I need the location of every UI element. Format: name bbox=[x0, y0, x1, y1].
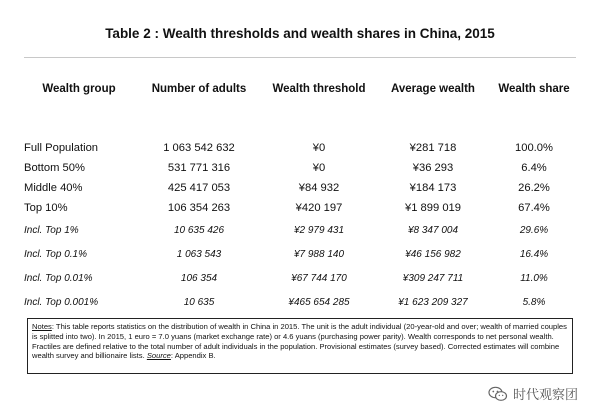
cell-threshold: ¥7 988 140 bbox=[293, 248, 345, 260]
header-number-of-adults: Number of adults bbox=[151, 83, 247, 95]
cell-threshold: ¥465 654 285 bbox=[288, 296, 350, 308]
cell-average: ¥36 293 bbox=[412, 162, 454, 174]
notes-box bbox=[27, 318, 573, 374]
cell-group: Middle 40% bbox=[24, 182, 83, 194]
cell-group: Incl. Top 0.001% bbox=[24, 296, 99, 308]
cell-average: ¥1 623 209 327 bbox=[398, 296, 468, 308]
cell-group: Full Population bbox=[24, 142, 99, 154]
table-row bbox=[20, 290, 580, 314]
cell-share: 11.0% bbox=[520, 272, 548, 284]
cell-average: ¥1 899 019 bbox=[405, 202, 461, 214]
cell-threshold: ¥84 932 bbox=[298, 182, 340, 194]
cell-share: 26.2% bbox=[518, 182, 550, 194]
cell-threshold: ¥67 744 170 bbox=[291, 272, 347, 284]
cell-average: ¥309 247 711 bbox=[402, 272, 464, 284]
cell-adults: 425 417 053 bbox=[167, 182, 231, 194]
table-row bbox=[20, 138, 580, 158]
cell-adults: 1 063 542 632 bbox=[163, 142, 235, 154]
cell-adults: 531 771 316 bbox=[167, 162, 231, 174]
table-row bbox=[20, 178, 580, 198]
header-wealth-share: Wealth share bbox=[498, 83, 570, 95]
cell-share: 6.4% bbox=[521, 162, 547, 174]
cell-average: ¥46 156 982 bbox=[405, 248, 461, 260]
cell-group: Incl. Top 1% bbox=[24, 224, 79, 236]
table-row bbox=[20, 218, 580, 242]
watermark-text: 时代观察团 bbox=[512, 388, 578, 403]
cell-threshold: ¥0 bbox=[312, 142, 326, 154]
cell-average: ¥8 347 004 bbox=[407, 224, 459, 236]
wealth-table bbox=[20, 76, 580, 314]
cell-average: ¥281 718 bbox=[409, 142, 457, 154]
cell-threshold: ¥0 bbox=[312, 162, 326, 174]
cell-group: Bottom 50% bbox=[24, 162, 85, 174]
notes-label: Notes bbox=[32, 322, 52, 331]
table-row bbox=[20, 242, 580, 266]
notes-text: : This table reports statistics on the distribution of wealth in China in 2015. The unit is the adult individual (20-year-old and over; wealth of married couples is splitted into two). In 2015, 1 euro = 7.0 yuans (market exchange rate) or 4.6 yuans (purchasing power parity). Wealth corresponds to net personal wealth. Fractiles are defined relative to the total number of adult individuals in the population. Provisional estimates (survey based). Corrected estimates will combine wealth survey and billionaire lists. bbox=[32, 322, 567, 361]
table-row bbox=[20, 198, 580, 218]
cell-threshold: ¥2 979 431 bbox=[293, 224, 345, 236]
cell-adults: 10 635 bbox=[183, 296, 215, 308]
cell-share: 100.0% bbox=[515, 142, 553, 154]
cell-share: 5.8% bbox=[522, 296, 546, 308]
cell-adults: 106 354 bbox=[180, 272, 218, 284]
cell-share: 29.6% bbox=[519, 224, 549, 236]
table-header-row bbox=[20, 76, 580, 138]
cell-adults: 10 635 426 bbox=[173, 224, 225, 236]
source-label: Source bbox=[146, 351, 171, 361]
cell-share: 67.4% bbox=[518, 202, 550, 214]
cell-average: ¥184 173 bbox=[409, 182, 457, 194]
cell-group: Top 10% bbox=[24, 202, 68, 214]
cell-group: Incl. Top 0.1% bbox=[24, 248, 88, 260]
cell-adults: 1 063 543 bbox=[176, 248, 222, 260]
header-wealth-threshold: Wealth threshold bbox=[272, 83, 366, 95]
wechat-icon bbox=[488, 386, 508, 402]
cell-group: Incl. Top 0.01% bbox=[24, 272, 93, 284]
table-row bbox=[20, 266, 580, 290]
header-average-wealth: Average wealth bbox=[391, 83, 475, 95]
source-text: : Appendix B. bbox=[170, 351, 216, 361]
cell-share: 16.4% bbox=[519, 248, 549, 260]
watermark bbox=[488, 384, 578, 403]
cell-threshold: ¥420 197 bbox=[295, 202, 343, 214]
header-wealth-group: Wealth group bbox=[42, 83, 116, 95]
title-divider bbox=[24, 57, 576, 58]
table-row bbox=[20, 158, 580, 178]
cell-adults: 106 354 263 bbox=[167, 202, 231, 214]
table-title: Table 2 : Wealth thresholds and wealth shares in China, 2015 bbox=[105, 26, 495, 41]
